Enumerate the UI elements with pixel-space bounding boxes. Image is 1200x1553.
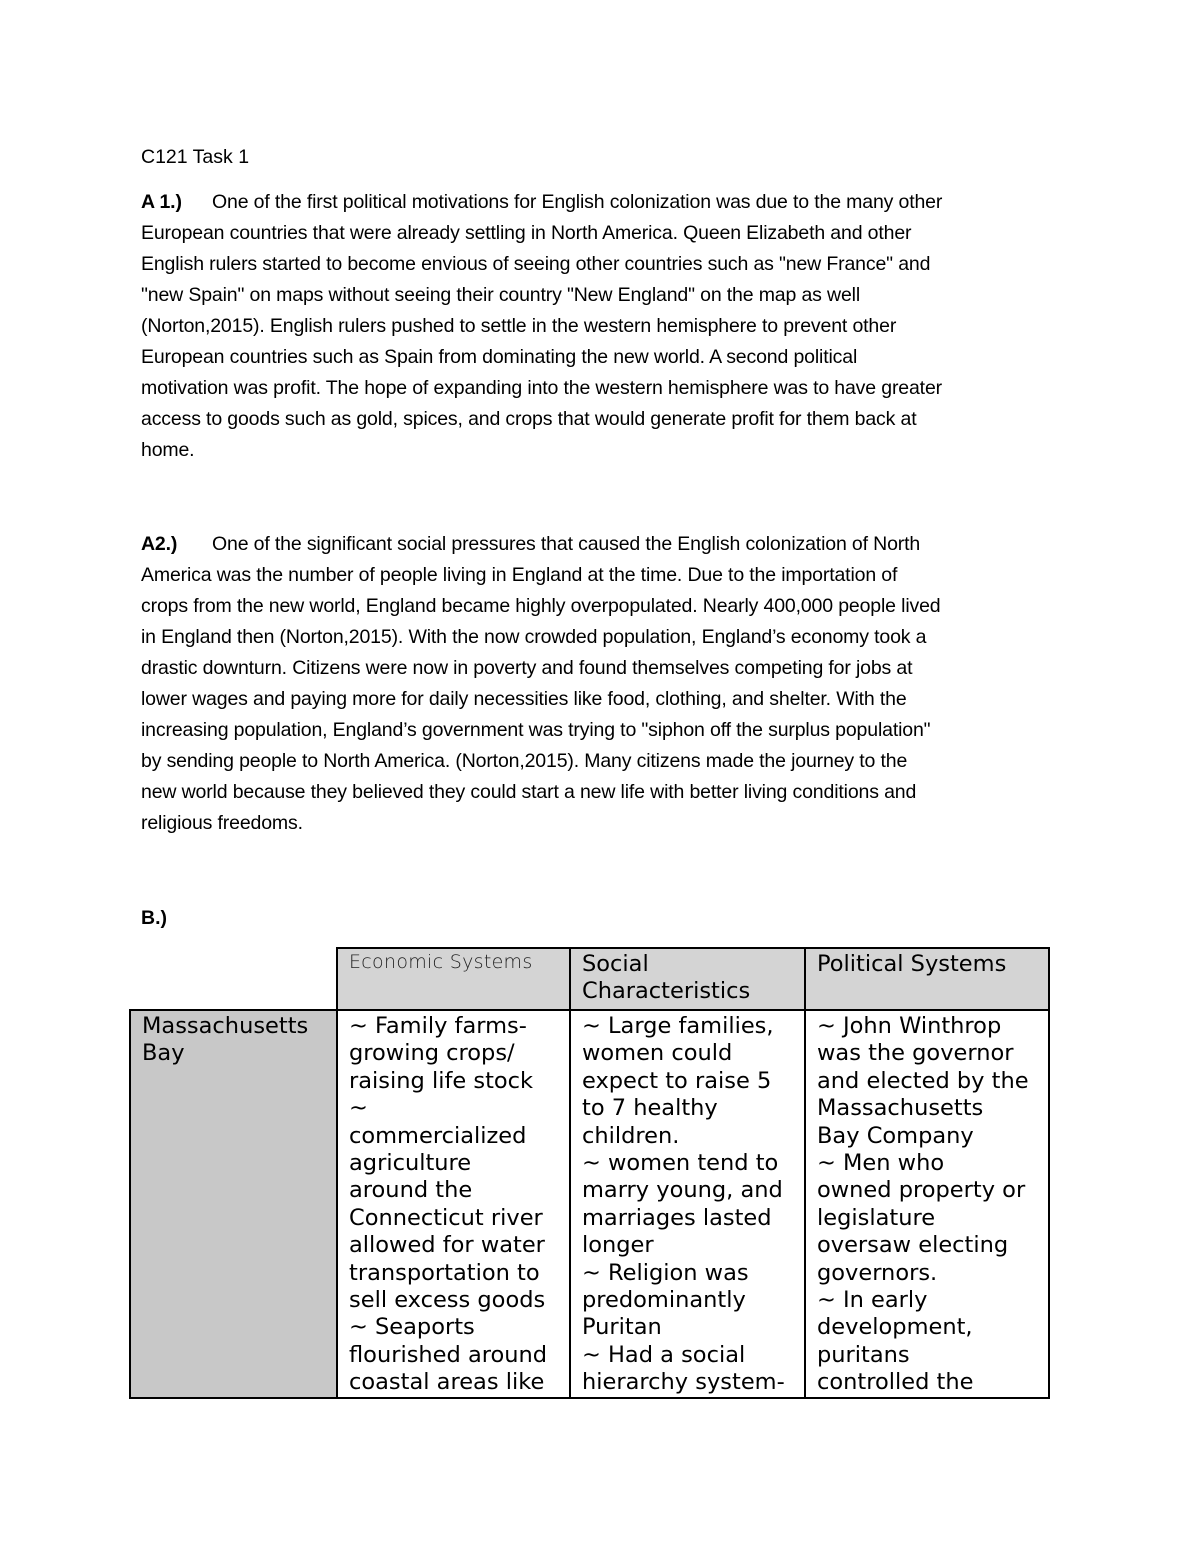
paragraph-line: America was the number of people living in England at the time. Due to the importation of	[141, 564, 898, 586]
paragraph-line: "new Spain" on maps without seeing their country "New England" on the map as well	[141, 284, 861, 306]
paragraph-line: crops from the new world, England became highly overpopulated. Nearly 400,000 people lived	[141, 595, 941, 617]
cell-line: ~ In early	[817, 1287, 928, 1314]
cell-line: sell excess goods	[349, 1287, 546, 1314]
table-row	[130, 1010, 1049, 1398]
section-label-a2: A2.)	[141, 533, 178, 555]
header-economic-systems: Economic Systems	[337, 948, 570, 1010]
cell-line: ~ women tend to	[582, 1150, 779, 1177]
paragraph-line: access to goods such as gold, spices, and crops that would generate profit for them back at	[141, 408, 917, 430]
cell-line: ~ Had a social	[582, 1341, 746, 1368]
cell-line: was the governor	[817, 1040, 1014, 1067]
cell-line: Bay	[142, 1040, 185, 1067]
cell-line: agriculture	[349, 1150, 472, 1177]
table-corner-cell	[130, 948, 337, 1010]
cell-line: development,	[817, 1314, 973, 1341]
paragraph-line: motivation was profit. The hope of expanding into the western hemisphere was to have greater	[141, 377, 942, 399]
cell-line: Puritan	[582, 1314, 662, 1341]
paragraph-line: in England then (Norton,2015). With the now crowded population, England’s economy took a	[141, 626, 927, 648]
cell-line: controlled the	[817, 1369, 974, 1396]
cell-line: ~ Family farms-	[349, 1013, 527, 1039]
section-label-b: B.)	[141, 907, 167, 929]
cell-social	[570, 1010, 805, 1398]
paragraph-line: lower wages and paying more for daily necessities like food, clothing, and shelter. With the	[141, 688, 907, 710]
cell-line: Massachusetts	[817, 1095, 984, 1122]
paragraph-line: new world because they believed they could start a new life with better living conditions and	[141, 781, 917, 803]
cell-line: governors.	[817, 1259, 938, 1286]
cell-line: ~ John Winthrop	[817, 1013, 1002, 1039]
paragraph-line: European countries such as Spain from dominating the new world. A second political	[141, 346, 858, 368]
cell-line: allowed for water	[349, 1232, 545, 1259]
paragraph-line: (Norton,2015). English rulers pushed to settle in the western hemisphere to prevent other	[141, 315, 897, 337]
paragraph-line: religious freedoms.	[141, 812, 303, 834]
cell-line: ~ Men who	[817, 1150, 945, 1177]
paragraph-line: English rulers started to become envious of seeing other countries such as "new France" and	[141, 253, 931, 275]
cell-line: growing crops/	[349, 1040, 515, 1067]
paragraph-line: A2.) One of the significant social pressures that caused the English colonization of North	[141, 529, 1061, 560]
cell-line: women could	[582, 1040, 733, 1067]
cell-political	[805, 1010, 1049, 1398]
paragraph-line: home.	[141, 439, 195, 461]
cell-line: longer	[582, 1232, 654, 1259]
cell-line: puritans	[817, 1341, 910, 1368]
paragraph-line: by sending people to North America. (Norton,2015). Many citizens made the journey to the	[141, 750, 908, 772]
cell-line: hierarchy system-	[582, 1369, 785, 1396]
cell-line: flourished around	[349, 1341, 548, 1368]
cell-line: owned property or	[817, 1177, 1026, 1204]
row-header-massachusetts-bay	[130, 1010, 337, 1398]
cell-line: ~ Religion was	[582, 1259, 749, 1286]
cell-line: Massachusetts	[142, 1013, 309, 1039]
cell-line: ~	[349, 1095, 368, 1122]
cell-line: ~ Large families,	[582, 1013, 774, 1039]
cell-economic	[337, 1010, 570, 1398]
table-header-row	[130, 948, 1049, 1010]
section-label-a1: A 1.)	[141, 191, 182, 213]
cell-line: commercialized	[349, 1122, 527, 1149]
cell-line: predominantly	[582, 1287, 746, 1314]
colonies-comparison-table	[129, 947, 1050, 1399]
paragraph-a1	[141, 187, 1061, 466]
paragraph-line: A 1.) One of the first political motivations for English colonization was due to the many other	[141, 187, 1061, 218]
cell-line: and elected by the	[817, 1067, 1029, 1094]
paragraph-line: increasing population, England’s government was trying to "siphon off the surplus population"	[141, 719, 931, 741]
cell-line: legislature	[817, 1204, 936, 1231]
cell-line: transportation to	[349, 1259, 540, 1286]
paragraph-a2	[141, 529, 1061, 839]
paragraph-line: European countries that were already settling in North America. Queen Elizabeth and other	[141, 222, 912, 244]
cell-line: Connecticut river	[349, 1204, 543, 1231]
cell-line: to 7 healthy	[582, 1095, 718, 1122]
paragraph-line: drastic downturn. Citizens were now in poverty and found themselves competing for jobs at	[141, 657, 913, 679]
cell-line: coastal areas like	[349, 1369, 545, 1396]
cell-line: expect to raise 5	[582, 1067, 772, 1094]
cell-line: oversaw electing	[817, 1232, 1009, 1259]
header-social-characteristics: Social Characteristics	[570, 948, 805, 1010]
header-political-systems: Political Systems	[805, 948, 1049, 1010]
cell-line: raising life stock	[349, 1067, 534, 1094]
cell-line: ~ Seaports	[349, 1314, 475, 1341]
page-title: C121 Task 1	[141, 146, 250, 168]
cell-line: marry young, and	[582, 1177, 783, 1204]
cell-line: children.	[582, 1122, 680, 1149]
cell-line: Bay Company	[817, 1122, 974, 1149]
cell-line: marriages lasted	[582, 1204, 772, 1231]
cell-line: around the	[349, 1177, 473, 1204]
